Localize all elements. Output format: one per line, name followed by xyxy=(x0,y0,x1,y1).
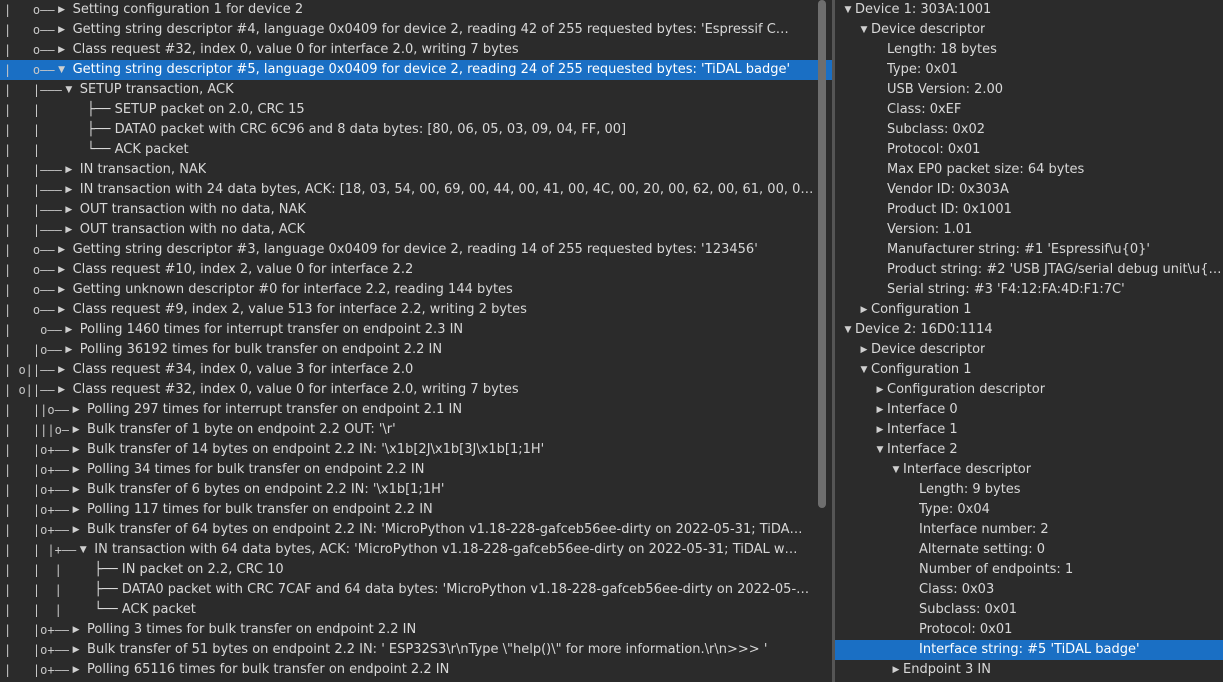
device-tree-row-label: Interface 1 xyxy=(887,422,958,437)
chevron-down-icon[interactable]: ▼ xyxy=(860,25,868,35)
transaction-row-label: Polling 65116 times for bulk transfer on endpoint 2.2 IN xyxy=(87,662,450,677)
transaction-row[interactable] xyxy=(0,540,832,560)
tree-gutter: | | | xyxy=(4,603,77,617)
device-tree-row[interactable] xyxy=(835,0,1223,20)
transaction-row-label: └── ACK packet xyxy=(87,142,189,157)
transaction-row[interactable] xyxy=(0,600,832,620)
chevron-right-icon[interactable]: ▶ xyxy=(72,625,80,635)
device-tree-row-label: Manufacturer string: #1 'Espressif\u{0}' xyxy=(887,242,1150,257)
device-tree-row[interactable] xyxy=(835,600,1223,620)
chevron-down-icon[interactable]: ▼ xyxy=(876,445,884,455)
chevron-down-icon[interactable]: ▼ xyxy=(844,325,852,335)
transaction-row[interactable] xyxy=(0,100,832,120)
device-tree-row-label: Class: 0x03 xyxy=(919,582,995,597)
transaction-row-label: Class request #32, index 0, value 0 for interface 2.0, writing 7 bytes xyxy=(72,382,519,397)
transaction-row[interactable] xyxy=(0,440,832,460)
device-tree-row[interactable] xyxy=(835,120,1223,140)
device-tree[interactable] xyxy=(835,0,1223,680)
chevron-right-icon[interactable]: ▶ xyxy=(876,425,884,435)
transaction-row-label: OUT transaction with no data, ACK xyxy=(79,222,306,237)
tree-gutter: | o—— xyxy=(4,43,55,57)
transaction-row-label: Getting unknown descriptor #0 for interface 2.2, reading 144 bytes xyxy=(72,282,513,297)
transaction-row-label: Class request #34, index 0, value 3 for interface 2.0 xyxy=(72,362,414,377)
device-tree-row-label: Product string: #2 'USB JTAG/serial debug unit\u{… xyxy=(887,262,1222,277)
transaction-row[interactable] xyxy=(0,360,832,380)
device-tree-row-label: Max EP0 packet size: 64 bytes xyxy=(887,162,1085,177)
tree-gutter: | |——— xyxy=(4,223,62,237)
chevron-down-icon[interactable]: ▼ xyxy=(58,65,66,75)
device-tree-row-label: Configuration 1 xyxy=(871,302,972,317)
device-tree-row-label: Length: 18 bytes xyxy=(887,42,997,57)
chevron-right-icon[interactable]: ▶ xyxy=(72,505,80,515)
tree-gutter: | |o+—— xyxy=(4,503,70,517)
tree-gutter: | | | xyxy=(4,563,77,577)
chevron-down-icon[interactable]: ▼ xyxy=(860,365,868,375)
transaction-row-label: ├── DATA0 packet with CRC 7CAF and 64 data bytes: 'MicroPython v1.18-228-gafceb56ee-dirty on 2022-05-… xyxy=(94,582,810,597)
chevron-right-icon[interactable]: ▶ xyxy=(58,285,66,295)
transaction-row-label: Bulk transfer of 1 byte on endpoint 2.2 OUT: '\r' xyxy=(87,422,396,437)
device-tree-row[interactable] xyxy=(835,140,1223,160)
tree-gutter: | | |+—— xyxy=(4,543,77,557)
device-tree-row[interactable] xyxy=(835,440,1223,460)
device-tree-row[interactable] xyxy=(835,480,1223,500)
transaction-row[interactable] xyxy=(0,60,832,80)
transaction-row-label: Class request #10, index 2, value 0 for interface 2.2 xyxy=(72,262,414,277)
transaction-row-label: Polling 1460 times for interrupt transfer on endpoint 2.3 IN xyxy=(79,322,464,337)
device-tree-row[interactable] xyxy=(835,380,1223,400)
device-tree-row[interactable] xyxy=(835,360,1223,380)
device-tree-row-label: Product ID: 0x1001 xyxy=(887,202,1012,217)
device-tree-row[interactable] xyxy=(835,560,1223,580)
chevron-right-icon[interactable]: ▶ xyxy=(72,525,80,535)
transaction-row[interactable] xyxy=(0,0,832,20)
device-tree-row[interactable] xyxy=(835,320,1223,340)
device-tree-row-label: Version: 1.01 xyxy=(887,222,973,237)
chevron-right-icon[interactable]: ▶ xyxy=(876,405,884,415)
transaction-row-label: IN transaction, NAK xyxy=(79,162,207,177)
device-tree-row-label: Type: 0x04 xyxy=(919,502,990,517)
transaction-row-label: Getting string descriptor #3, language 0x0409 for device 2, reading 14 of 255 requested bytes: '123456' xyxy=(72,242,758,257)
chevron-right-icon[interactable]: ▶ xyxy=(65,345,73,355)
chevron-right-icon[interactable]: ▶ xyxy=(65,225,73,235)
transaction-row-label: Getting string descriptor #4, language 0x0409 for device 2, reading 42 of 255 requested bytes: 'Espressif C… xyxy=(72,22,789,37)
device-tree-row[interactable] xyxy=(835,80,1223,100)
device-tree-row[interactable] xyxy=(835,100,1223,120)
device-tree-row-label: Interface descriptor xyxy=(903,462,1032,477)
transaction-row[interactable] xyxy=(0,120,832,140)
chevron-right-icon[interactable]: ▶ xyxy=(58,265,66,275)
chevron-right-icon[interactable]: ▶ xyxy=(72,405,80,415)
chevron-right-icon[interactable]: ▶ xyxy=(58,45,66,55)
device-tree-row[interactable] xyxy=(835,500,1223,520)
chevron-down-icon[interactable]: ▼ xyxy=(65,85,73,95)
device-tree-row[interactable] xyxy=(835,580,1223,600)
device-tree-row-label: Interface string: #5 'TiDAL badge' xyxy=(919,642,1140,657)
transaction-row-label: Polling 34 times for bulk transfer on endpoint 2.2 IN xyxy=(87,462,425,477)
tree-gutter: | |o+—— xyxy=(4,443,70,457)
device-tree-row[interactable] xyxy=(835,40,1223,60)
tree-gutter: | o—— xyxy=(4,3,55,17)
tree-gutter: | |o+—— xyxy=(4,483,70,497)
tree-gutter: | o—— xyxy=(4,263,55,277)
transaction-row-label: Polling 3 times for bulk transfer on endpoint 2.2 IN xyxy=(87,622,417,637)
tree-gutter: | o||—— xyxy=(4,363,55,377)
device-tree-row[interactable] xyxy=(835,160,1223,180)
device-tree-row-label: Protocol: 0x01 xyxy=(919,622,1013,637)
device-tree-row-label: Subclass: 0x02 xyxy=(887,122,986,137)
device-tree-row-label: Interface 0 xyxy=(887,402,958,417)
transaction-row-label: Setting configuration 1 for device 2 xyxy=(72,2,304,17)
transaction-row[interactable] xyxy=(0,580,832,600)
device-tree-row-label: Configuration descriptor xyxy=(887,382,1046,397)
device-tree-row-label: Type: 0x01 xyxy=(887,62,958,77)
device-tree-row-label: Length: 9 bytes xyxy=(919,482,1021,497)
device-tree-row-label: Interface 2 xyxy=(887,442,958,457)
device-tree-row[interactable] xyxy=(835,20,1223,40)
tree-gutter: | |——— xyxy=(4,183,62,197)
device-tree-row-label: Serial string: #3 'F4:12:FA:4D:F1:7C' xyxy=(887,282,1125,297)
device-tree-row-label: Device descriptor xyxy=(871,22,986,37)
transaction-row-label: Bulk transfer of 14 bytes on endpoint 2.2 IN: '\x1b[2J\x1b[3J\x1b[1;1H' xyxy=(87,442,545,457)
device-tree-row[interactable] xyxy=(835,540,1223,560)
chevron-right-icon[interactable]: ▶ xyxy=(860,305,868,315)
chevron-right-icon[interactable]: ▶ xyxy=(876,385,884,395)
device-tree-row-label: Protocol: 0x01 xyxy=(887,142,981,157)
transaction-row[interactable] xyxy=(0,300,832,320)
device-tree-row-label: Endpoint 3 IN xyxy=(903,662,991,677)
chevron-right-icon[interactable]: ▶ xyxy=(58,305,66,315)
chevron-right-icon[interactable]: ▶ xyxy=(58,5,66,15)
transaction-row[interactable] xyxy=(0,340,832,360)
tree-gutter: | o||—— xyxy=(4,383,55,397)
transaction-row[interactable] xyxy=(0,160,832,180)
device-tree-row[interactable] xyxy=(835,400,1223,420)
tree-gutter: | o—— xyxy=(4,23,55,37)
transaction-row[interactable] xyxy=(0,320,832,340)
transaction-row[interactable] xyxy=(0,400,832,420)
device-tree-row[interactable] xyxy=(835,220,1223,240)
transaction-row[interactable] xyxy=(0,460,832,480)
tree-gutter: | |o+—— xyxy=(4,523,70,537)
chevron-right-icon[interactable]: ▶ xyxy=(72,665,80,675)
tree-gutter: | ||o—— xyxy=(4,403,70,417)
device-tree-row[interactable] xyxy=(835,620,1223,640)
chevron-right-icon[interactable]: ▶ xyxy=(72,445,80,455)
chevron-down-icon[interactable]: ▼ xyxy=(844,5,852,15)
device-tree-row-label: Class: 0xEF xyxy=(887,102,962,117)
transaction-row-label: ├── IN packet on 2.2, CRC 10 xyxy=(94,562,284,577)
transaction-row-label: OUT transaction with no data, NAK xyxy=(79,202,306,217)
transaction-row-label: Bulk transfer of 51 bytes on endpoint 2.2 IN: ' ESP32S3\r\nType \"help()\" for more information.\r\n>>> ' xyxy=(87,642,768,657)
device-tree-row-label: Device 1: 303A:1001 xyxy=(855,2,992,17)
device-tree-row[interactable] xyxy=(835,340,1223,360)
chevron-right-icon[interactable]: ▶ xyxy=(58,385,66,395)
chevron-right-icon[interactable]: ▶ xyxy=(65,205,73,215)
device-tree-row[interactable] xyxy=(835,260,1223,280)
chevron-right-icon[interactable]: ▶ xyxy=(65,185,73,195)
transaction-row-label: Polling 117 times for bulk transfer on endpoint 2.2 IN xyxy=(87,502,433,517)
device-tree-row[interactable] xyxy=(835,640,1223,660)
transaction-row[interactable] xyxy=(0,280,832,300)
transaction-row[interactable] xyxy=(0,140,832,160)
transaction-row[interactable] xyxy=(0,80,832,100)
tree-gutter: | |o+—— xyxy=(4,643,70,657)
transaction-row-label: Polling 297 times for interrupt transfer on endpoint 2.1 IN xyxy=(87,402,463,417)
transaction-row[interactable] xyxy=(0,200,832,220)
transaction-row[interactable] xyxy=(0,220,832,240)
chevron-right-icon[interactable]: ▶ xyxy=(58,365,66,375)
transaction-row[interactable] xyxy=(0,520,832,540)
tree-gutter: | |o+—— xyxy=(4,623,70,637)
transaction-row[interactable] xyxy=(0,260,832,280)
transaction-row[interactable] xyxy=(0,240,832,260)
transaction-row-label: IN transaction with 24 data bytes, ACK: [18, 03, 54, 00, 69, 00, 44, 00, 41, 00, 4C, 00, 20, 00, 62, 00, 61, 00, 0… xyxy=(79,182,814,197)
transaction-row-label: ├── SETUP packet on 2.0, CRC 15 xyxy=(87,102,305,117)
device-tree-row[interactable] xyxy=(835,60,1223,80)
transaction-row-label: ├── DATA0 packet with CRC 6C96 and 8 data bytes: [80, 06, 05, 03, 09, 04, FF, 00] xyxy=(87,122,627,137)
tree-gutter: | | xyxy=(4,123,70,137)
chevron-right-icon[interactable]: ▶ xyxy=(58,25,66,35)
tree-gutter: | o—— xyxy=(4,243,55,257)
tree-gutter: | o—— xyxy=(4,283,55,297)
transaction-row[interactable] xyxy=(0,560,832,580)
transaction-row[interactable] xyxy=(0,420,832,440)
tree-gutter: | | | xyxy=(4,583,77,597)
transaction-row[interactable] xyxy=(0,660,832,680)
chevron-right-icon[interactable]: ▶ xyxy=(860,345,868,355)
device-tree-row[interactable] xyxy=(835,460,1223,480)
device-tree-row-label: Device 2: 16D0:1114 xyxy=(855,322,993,337)
transaction-row-label: └── ACK packet xyxy=(94,602,196,617)
transaction-row-label: Bulk transfer of 64 bytes on endpoint 2.2 IN: 'MicroPython v1.18-228-gafceb56ee-dirty on 2022-05-31; TiDA… xyxy=(87,522,803,537)
tree-gutter: | |——— xyxy=(4,83,62,97)
device-tree-row-label: Vendor ID: 0x303A xyxy=(887,182,1009,197)
device-tree-row-label: Number of endpoints: 1 xyxy=(919,562,1074,577)
transaction-row-label: Getting string descriptor #5, language 0x0409 for device 2, reading 24 of 255 requested bytes: 'TiDAL badge' xyxy=(72,62,791,77)
device-tree-row-label: Subclass: 0x01 xyxy=(919,602,1018,617)
transaction-row[interactable] xyxy=(0,20,832,40)
chevron-right-icon[interactable]: ▶ xyxy=(72,425,80,435)
transaction-row[interactable] xyxy=(0,640,832,660)
chevron-right-icon[interactable]: ▶ xyxy=(892,665,900,675)
chevron-down-icon[interactable]: ▼ xyxy=(79,545,87,555)
tree-gutter: | o—— xyxy=(4,303,55,317)
device-tree-row-label: Alternate setting: 0 xyxy=(919,542,1046,557)
tree-gutter: | | xyxy=(4,143,70,157)
device-tree-pane[interactable] xyxy=(835,0,1223,682)
device-tree-row-label: Device descriptor xyxy=(871,342,986,357)
transaction-row-label: Polling 36192 times for bulk transfer on endpoint 2.2 IN xyxy=(79,342,443,357)
device-tree-row-label: Configuration 1 xyxy=(871,362,972,377)
transaction-row[interactable] xyxy=(0,180,832,200)
device-tree-row-label: Interface number: 2 xyxy=(919,522,1049,537)
tree-gutter: | o—— xyxy=(4,323,62,337)
device-tree-row[interactable] xyxy=(835,420,1223,440)
chevron-right-icon[interactable]: ▶ xyxy=(72,645,80,655)
chevron-down-icon[interactable]: ▼ xyxy=(892,465,900,475)
transaction-row[interactable] xyxy=(0,620,832,640)
chevron-right-icon[interactable]: ▶ xyxy=(65,325,73,335)
tree-gutter: | |o+—— xyxy=(4,663,70,677)
transaction-row[interactable] xyxy=(0,480,832,500)
transaction-row-label: Class request #9, index 2, value 513 for interface 2.2, writing 2 bytes xyxy=(72,302,527,317)
transaction-row-label: Class request #32, index 0, value 0 for interface 2.0, writing 7 bytes xyxy=(72,42,519,57)
device-tree-row[interactable] xyxy=(835,240,1223,260)
device-tree-row[interactable] xyxy=(835,660,1223,680)
transaction-row[interactable] xyxy=(0,380,832,400)
tree-gutter: | |——— xyxy=(4,203,62,217)
left-pane-scrollbar-thumb[interactable] xyxy=(818,0,826,508)
chevron-right-icon[interactable]: ▶ xyxy=(65,165,73,175)
transaction-row[interactable] xyxy=(0,40,832,60)
tree-gutter: | |o+—— xyxy=(4,463,70,477)
device-tree-row[interactable] xyxy=(835,200,1223,220)
chevron-right-icon[interactable]: ▶ xyxy=(58,245,66,255)
device-tree-row[interactable] xyxy=(835,520,1223,540)
transaction-row[interactable] xyxy=(0,500,832,520)
tree-gutter: | |||o— xyxy=(4,423,70,437)
device-tree-row[interactable] xyxy=(835,280,1223,300)
device-tree-row[interactable] xyxy=(835,180,1223,200)
tree-gutter: | |o—— xyxy=(4,343,62,357)
chevron-right-icon[interactable]: ▶ xyxy=(72,485,80,495)
left-pane-scrollbar[interactable] xyxy=(818,0,826,682)
tree-gutter: | |——— xyxy=(4,163,62,177)
device-tree-row-label: USB Version: 2.00 xyxy=(887,82,1004,97)
chevron-right-icon[interactable]: ▶ xyxy=(72,465,80,475)
device-tree-row[interactable] xyxy=(835,300,1223,320)
transaction-row-label: IN transaction with 64 data bytes, ACK: 'MicroPython v1.18-228-gafceb56ee-dirty on 2022-05-31; TiDAL w… xyxy=(94,542,798,557)
tree-gutter: | o—— xyxy=(4,63,55,77)
transaction-row-label: SETUP transaction, ACK xyxy=(79,82,234,97)
transaction-row-label: Bulk transfer of 6 bytes on endpoint 2.2 IN: '\x1b[1;1H' xyxy=(87,482,445,497)
tree-gutter: | | xyxy=(4,103,70,117)
